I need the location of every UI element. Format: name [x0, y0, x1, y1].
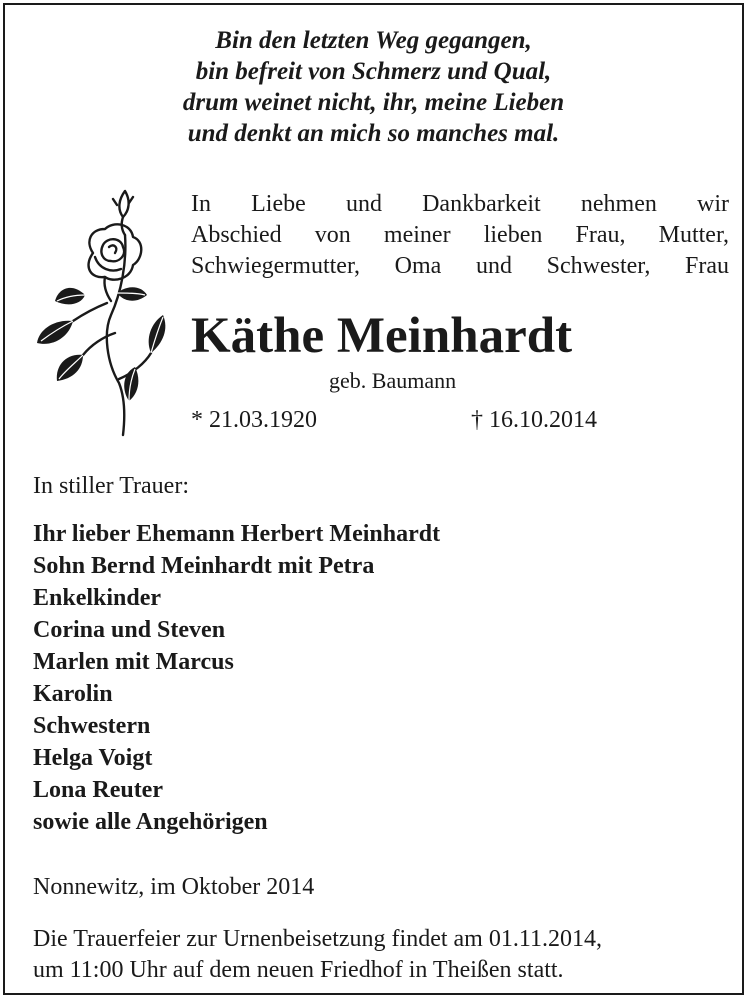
deceased-name: Käthe Meinhardt: [191, 308, 573, 364]
intro-line: In Liebe und Dankbarkeit nehmen wir: [191, 191, 729, 217]
mourning-heading: In stiller Trauer:: [33, 473, 189, 499]
birth-date: * 21.03.1920: [191, 407, 317, 433]
maiden-name: geb. Baumann: [329, 368, 457, 393]
mourner-line: Karolin: [33, 681, 113, 707]
ceremony-line: um 11:00 Uhr auf dem neuen Friedhof in Theißen statt.: [33, 957, 564, 983]
ceremony-line: Die Trauerfeier zur Urnenbeisetzung findet am 01.11.2014,: [33, 926, 602, 952]
mourner-line: Enkelkinder: [33, 585, 162, 611]
death-date: † 16.10.2014: [471, 407, 597, 433]
mourner-line: Lona Reuter: [33, 777, 163, 803]
intro-text: [191, 189, 729, 282]
rose-icon: [33, 183, 173, 443]
mourner-line: Corina und Steven: [33, 617, 226, 643]
intro-line: Abschied von meiner lieben Frau, Mutter,: [191, 222, 729, 248]
mourner-line: sowie alle Angehörigen: [33, 809, 268, 835]
intro-line: Schwiegermutter, Oma und Schwester, Frau: [191, 253, 729, 279]
mourner-line: Helga Voigt: [33, 745, 153, 771]
poem-line: bin befreit von Schmerz und Qual,: [195, 58, 552, 85]
ceremony-info: [33, 924, 602, 986]
mourners-list: [33, 518, 440, 838]
obituary-notice: [3, 3, 744, 995]
poem-line: Bin den letzten Weg gegangen,: [215, 27, 532, 54]
mourner-line: Sohn Bernd Meinhardt mit Petra: [33, 553, 375, 579]
mourner-line: Ihr lieber Ehemann Herbert Meinhardt: [33, 521, 441, 547]
poem-line: drum weinet nicht, ihr, meine Lieben: [182, 89, 565, 116]
poem: [5, 25, 742, 149]
poem-line: und denkt an mich so manches mal.: [187, 120, 560, 147]
place-date: Nonnewitz, im Oktober 2014: [33, 874, 315, 900]
mourner-line: Schwestern: [33, 713, 151, 739]
mourner-line: Marlen mit Marcus: [33, 649, 234, 675]
